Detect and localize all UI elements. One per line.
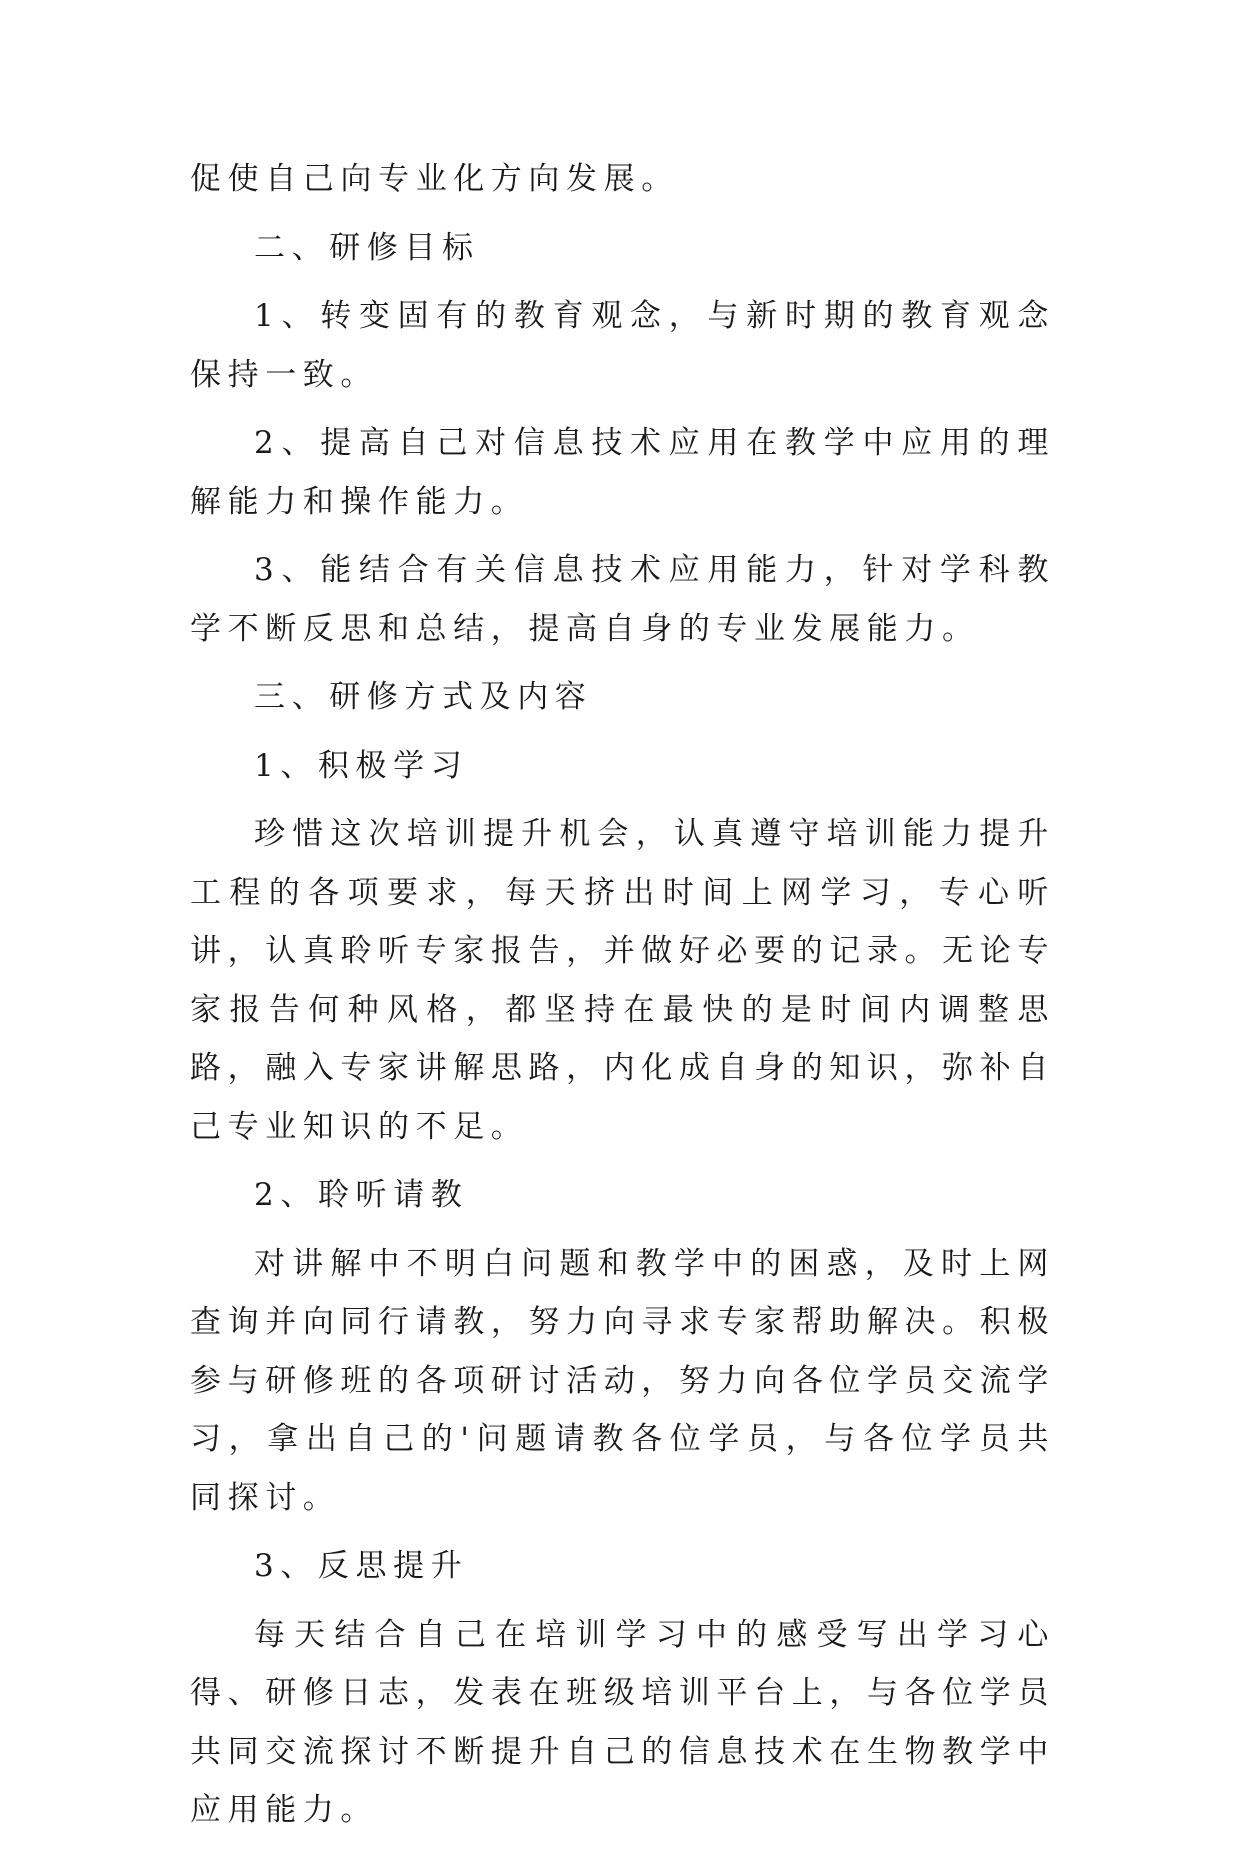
subheading-active-learning: 1、积极学习 bbox=[254, 747, 469, 784]
paragraph: 每天结合自己在培训学习中的感受写出学习心得、研修日志，发表在班级培训平台上，与各位学员共同交流探讨不断提升自己的信息技术在生物教学中应用能力。 bbox=[190, 1616, 1055, 1828]
subheading-listen-consult: 2、聆听请教 bbox=[254, 1177, 469, 1213]
paragraph: 1、转变固有的教育观念，与新时期的教育观念保持一致。 bbox=[190, 298, 1055, 393]
subheading-reflect-improve: 3、反思提升 bbox=[254, 1548, 469, 1584]
paragraph: 3、能结合有关信息技术应用能力，针对学科教学不断反思和总结，提高自身的专业发展能力。 bbox=[190, 552, 1055, 647]
paragraph: 珍惜这次培训提升机会，认真遵守培训能力提升工程的各项要求，每天挤出时间上网学习，专心听讲，认真聆听专家报告，并做好必要的记录。无论专家报告何种风格，都坚持在最快的是时间内调整思路，融入专家讲解思路，内化成自身的知识，弥补自己专业知识的不足。 bbox=[190, 816, 1055, 1145]
section-heading-goals: 二、研修目标 bbox=[254, 229, 480, 266]
paragraph: 对讲解中不明白问题和教学中的困惑，及时上网查询并向同行请教，努力向寻求专家帮助解决。积极参与研修班的各项研讨活动，努力向各位学员交流学习，拿出自己的'问题请教各位学员，与各位学员共同探讨。 bbox=[190, 1245, 1055, 1516]
document-body bbox=[190, 150, 1055, 1850]
paragraph: 促使自己向专业化方向发展。 bbox=[190, 161, 679, 197]
paragraph: 2、提高自己对信息技术应用在教学中应用的理解能力和操作能力。 bbox=[190, 425, 1055, 520]
section-heading-methods: 三、研修方式及内容 bbox=[254, 679, 593, 715]
